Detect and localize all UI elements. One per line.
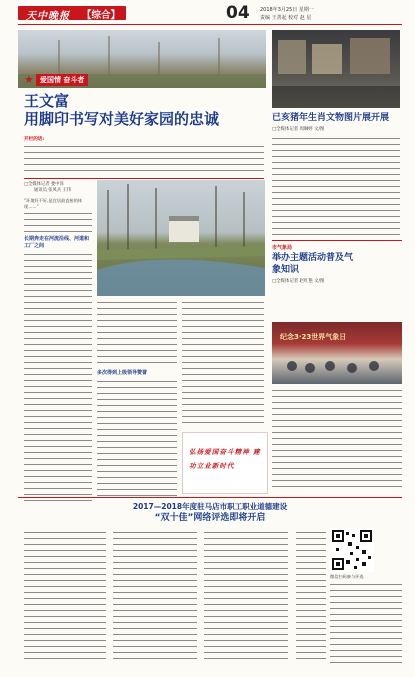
bottom-col2 <box>113 530 197 664</box>
subhead-2: 多次得到上级领导赞誉 <box>97 370 148 376</box>
section-label: 【综合】 <box>82 10 121 21</box>
bottom-col3 <box>204 530 288 664</box>
masthead <box>0 0 415 24</box>
intro-kicker: 开栏的话: <box>24 137 45 142</box>
bottom-col5 <box>330 582 402 664</box>
reporter-line: □全媒体记者 娄中泽 <box>24 182 64 187</box>
banner-text: 纪念3·23世界气象日 <box>280 333 347 341</box>
brand-bar <box>18 6 126 20</box>
crowd-illustration <box>272 322 402 384</box>
col2-text-2 <box>97 379 177 499</box>
col2-text <box>97 300 177 366</box>
article-col2 <box>97 300 177 499</box>
editor-line: 责编 王善起 校对 赵 星 <box>260 15 312 21</box>
article-col3 <box>182 300 264 428</box>
bottom-headline-2: “双十佳”网络评选即将开启 <box>154 513 266 523</box>
masthead-divider <box>18 24 402 25</box>
bottom-headline-1: 2017—2018年度驻马店市职工职业道德建设 <box>132 502 288 511</box>
star-icon: ★ <box>24 73 34 86</box>
reporter-line-2: 通讯员 张凤兵 王伟 <box>34 188 72 193</box>
intro-divider <box>24 178 264 179</box>
subhead-1: 长期奔走在河流沿线、河道和工厂之间 <box>24 236 90 249</box>
lead-para: “环境好不好,是宜居最直接的体现……” <box>24 198 82 209</box>
col1-text <box>24 211 92 233</box>
ribbon-label: 爱国情 奋斗者 <box>36 74 88 86</box>
col3-text <box>182 300 264 428</box>
right-column <box>272 30 402 284</box>
exhibit-headline: 已亥猪年生肖文物图片展开展 <box>272 113 390 123</box>
slogan-panel <box>182 432 268 494</box>
exhibit-photo <box>272 30 400 108</box>
bottom-col1 <box>24 530 106 664</box>
bottom-divider <box>18 497 402 498</box>
page-number: 04 <box>226 3 250 23</box>
exhibit-credit: □全媒体记者 周琳婷 文/图 <box>272 127 325 132</box>
weather-photo <box>272 322 402 384</box>
headline-name: 王文富 <box>24 92 70 110</box>
exhibit-text <box>272 136 400 236</box>
right-divider <box>272 240 402 241</box>
weather-text <box>272 388 402 492</box>
bottom-headline <box>60 502 360 524</box>
article-col1 <box>24 182 92 502</box>
slogan-text: 弘扬爱国奋斗精神 建功立业新时代 <box>189 448 261 470</box>
main-headline <box>24 93 264 128</box>
col1-text-2 <box>24 252 92 502</box>
bottom-col4 <box>296 530 326 664</box>
intro-text <box>24 144 264 174</box>
river-scene-illustration <box>97 180 265 296</box>
qr-caption: 微信扫码参与评选 <box>330 574 364 579</box>
qr-code-icon <box>330 528 374 572</box>
weather-credit: □全媒体记者 赵红艳 文/图 <box>272 279 325 284</box>
qr-code[interactable] <box>330 528 374 572</box>
weather-headline: 举办主题活动普及气象知识 <box>272 253 354 275</box>
exhibit-illustration <box>272 30 400 108</box>
brand-name: 天中晚报 <box>26 11 70 22</box>
center-photo <box>97 180 265 296</box>
date-line: 2018年3月25日 星期一 <box>260 7 314 13</box>
headline-title: 用脚印书写对美好家园的忠诚 <box>24 110 220 128</box>
intro-block <box>24 136 264 176</box>
weather-kicker: 市气象局 <box>272 245 293 251</box>
